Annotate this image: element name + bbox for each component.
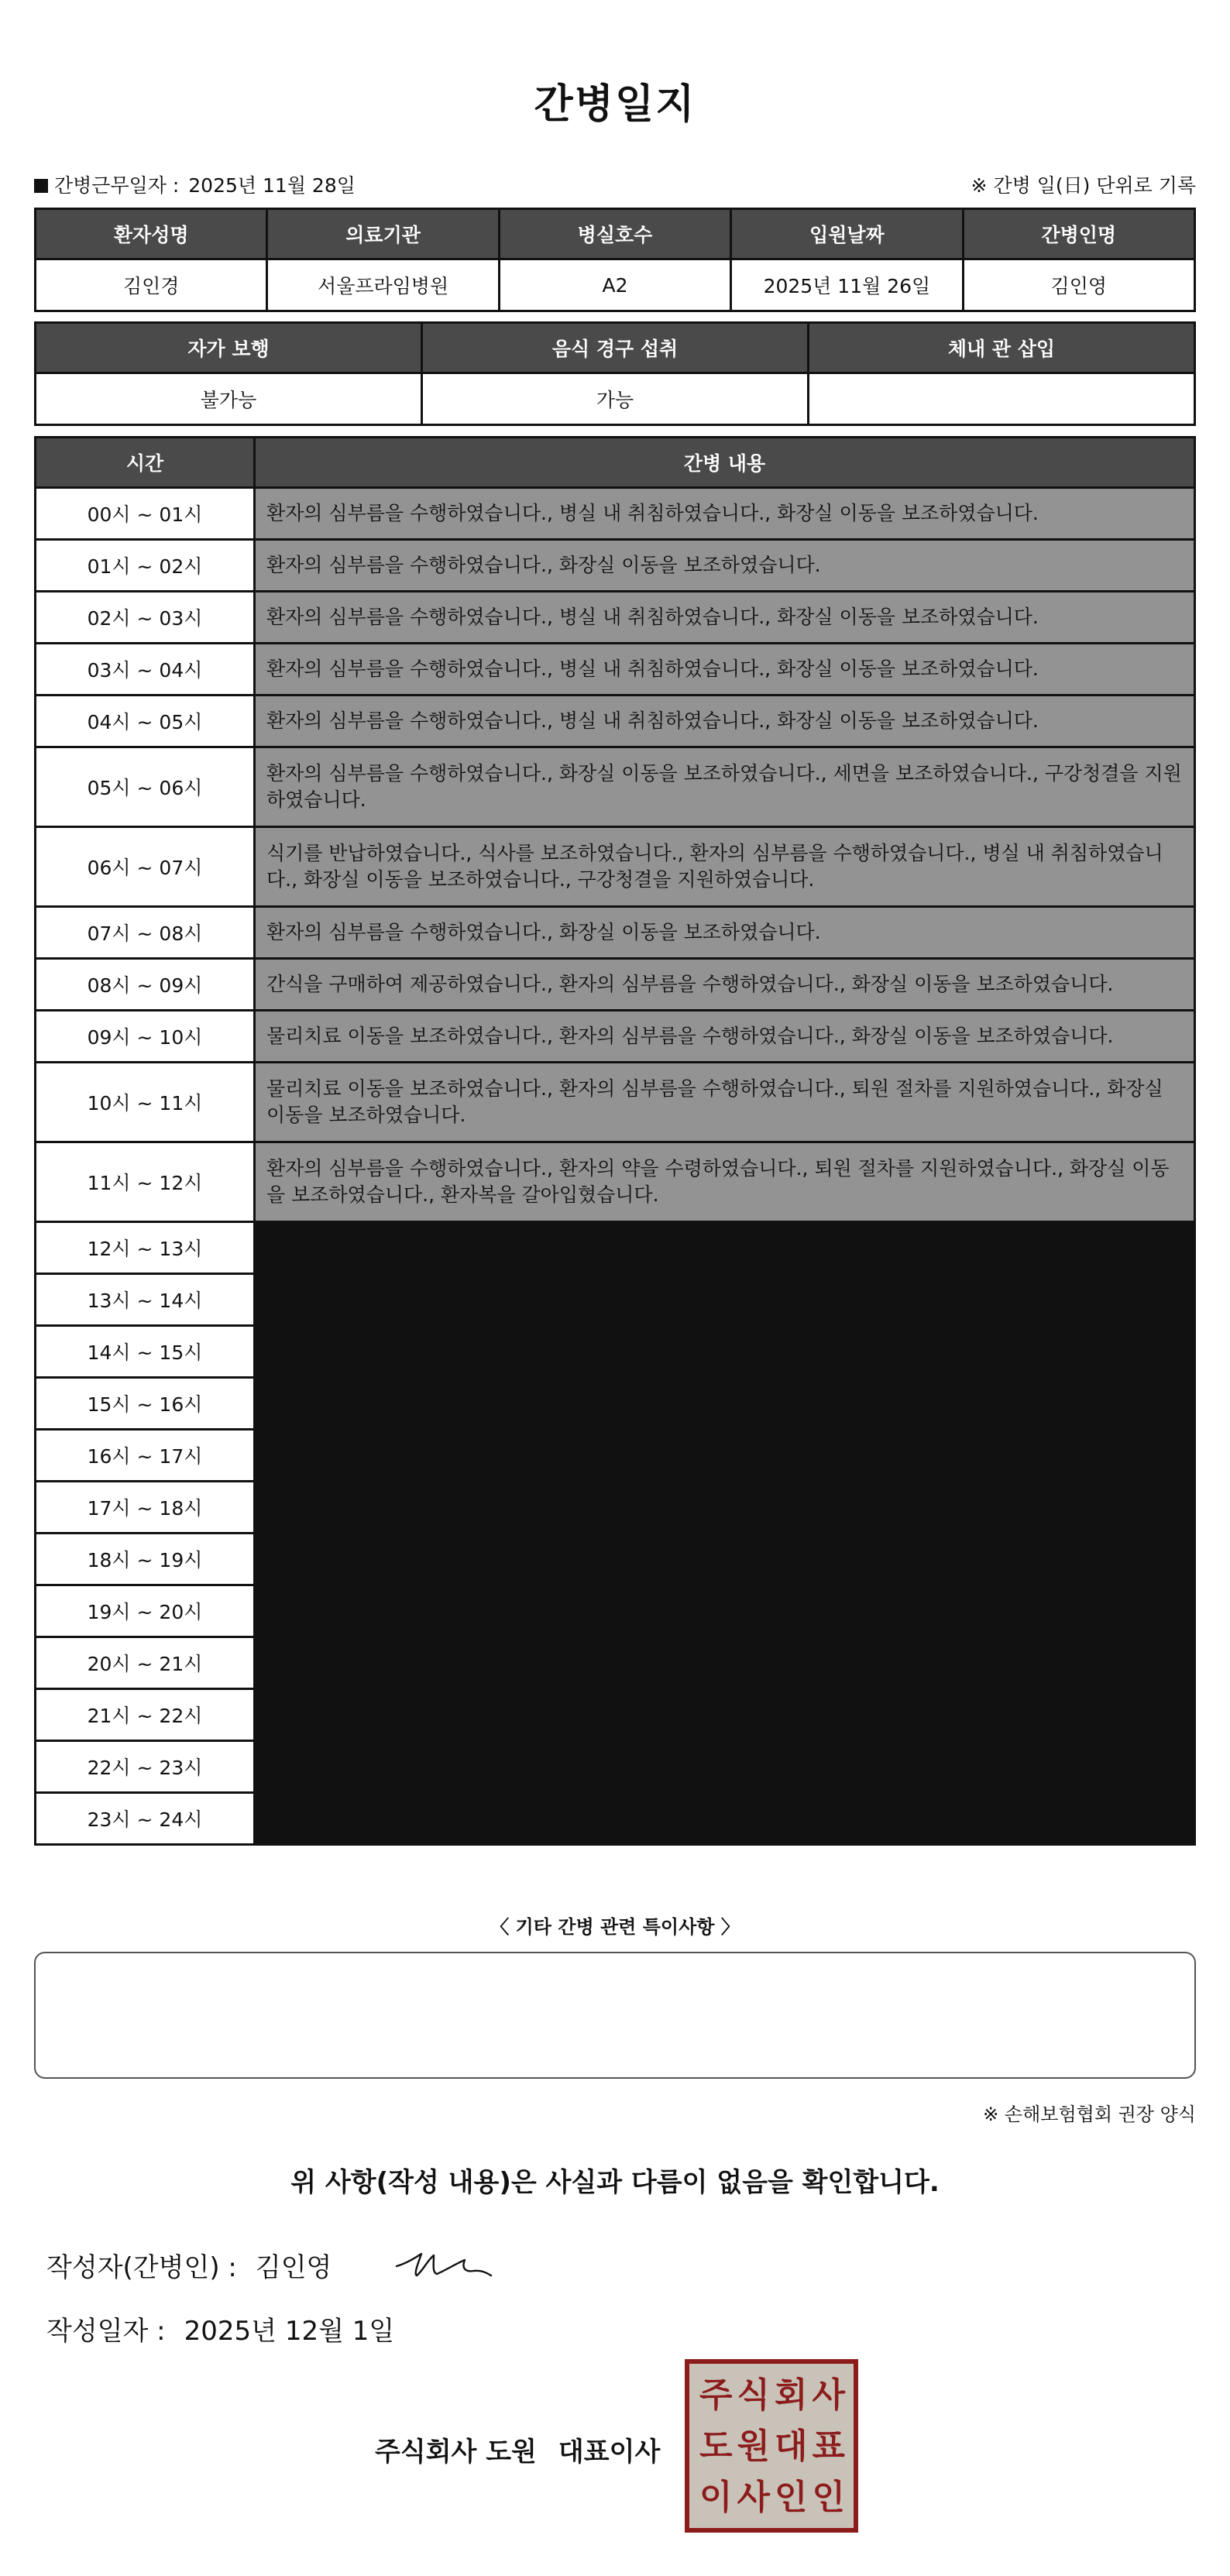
seal-character: 이 (699, 2478, 733, 2517)
page-title: 간병일지 (534, 81, 696, 128)
table-row (36, 1223, 1194, 1273)
care-content (256, 1482, 1194, 1532)
time-slot: 01시 ~ 02시 (36, 541, 253, 590)
table-row (36, 1275, 1194, 1324)
writer-name: 김인영 (255, 2252, 332, 2283)
seal-character: 주 (699, 2375, 733, 2415)
table-row (36, 1327, 1194, 1376)
time-slot: 14시 ~ 15시 (36, 1327, 253, 1376)
time-slot: 20시 ~ 21시 (36, 1638, 253, 1688)
table-row (36, 828, 1194, 905)
company-line (375, 2430, 660, 2468)
company-seal-stamp (685, 2359, 858, 2533)
time-slot: 04시 ~ 05시 (36, 696, 253, 746)
care-content (256, 1586, 1194, 1636)
seal-character: 인 (812, 2478, 845, 2517)
tube-insertion-value (809, 374, 1194, 424)
written-date-line (46, 2310, 394, 2348)
seal-character: 사 (812, 2375, 845, 2415)
time-slot: 08시 ~ 09시 (36, 960, 253, 1009)
room-number: A2 (500, 260, 730, 310)
care-content: 물리치료 이동을 보조하였습니다., 환자의 심부름을 수행하였습니다., 화장실 이동을 보조하였습니다. (256, 1012, 1194, 1061)
seal-character: 도 (699, 2427, 733, 2466)
table-row (36, 644, 1194, 694)
table-row (36, 748, 1194, 826)
patient-name: 김인경 (36, 260, 266, 310)
care-content: 환자의 심부름을 수행하였습니다., 병실 내 취침하였습니다., 화장실 이동을 보조하였습니다. (256, 644, 1194, 694)
care-content: 물리치료 이동을 보조하였습니다., 환자의 심부름을 수행하였습니다., 퇴원 절차를 지원하였습니다., 화장실 이동을 보조하였습니다. (256, 1063, 1194, 1141)
time-slot: 16시 ~ 17시 (36, 1431, 253, 1480)
table-row (36, 1742, 1194, 1791)
header-caregiver-name: 간병인명 (964, 210, 1194, 258)
seal-character: 대 (774, 2427, 808, 2466)
table-row (36, 1638, 1194, 1688)
care-content (256, 1794, 1194, 1843)
record-note: ※ 간병 일(日) 단위로 기록 (971, 174, 1196, 197)
patient-info-table (34, 208, 1196, 312)
written-date-value: 2025년 12월 1일 (184, 2316, 395, 2347)
table-row (36, 489, 1194, 538)
time-slot: 02시 ~ 03시 (36, 592, 253, 642)
time-slot: 00시 ~ 01시 (36, 489, 253, 538)
header-room: 병실호수 (500, 210, 730, 258)
hospital-name: 서울프라임병원 (268, 260, 497, 310)
header-admission-date: 입원날짜 (732, 210, 961, 258)
care-content: 식기를 반납하였습니다., 식사를 보조하였습니다., 환자의 심부름을 수행하였습니다., 병실 내 취침하였습니다., 화장실 이동을 보조하였습니다., 구강청결을 지원하였습니다. (256, 828, 1194, 905)
time-slot: 19시 ~ 20시 (36, 1586, 253, 1636)
time-slot: 21시 ~ 22시 (36, 1690, 253, 1740)
time-slot: 07시 ~ 08시 (36, 908, 253, 957)
remarks-box (34, 1952, 1196, 2079)
square-bullet-icon (34, 179, 48, 193)
care-content (256, 1379, 1194, 1428)
work-date-label: 간병근무일자 : (54, 174, 180, 197)
header-patient-name: 환자성명 (36, 210, 266, 258)
care-content (256, 1690, 1194, 1740)
care-content (256, 1742, 1194, 1791)
written-date-label: 작성일자 : (46, 2316, 166, 2347)
confirmation-statement: 위 사항(작성 내용)은 사실과 다름이 없음을 확인합니다. (290, 2167, 940, 2198)
table-row (36, 1690, 1194, 1740)
time-slot: 22시 ~ 23시 (36, 1742, 253, 1791)
care-content (256, 1275, 1194, 1324)
care-log-table (34, 436, 1196, 1846)
table-row (36, 908, 1194, 957)
table-row (36, 1431, 1194, 1480)
admission-date: 2025년 11월 26일 (732, 260, 961, 310)
care-content: 환자의 심부름을 수행하였습니다., 병실 내 취침하였습니다., 화장실 이동을 보조하였습니다. (256, 696, 1194, 746)
care-content: 간식을 구매하여 제공하였습니다., 환자의 심부름을 수행하였습니다., 화장실 이동을 보조하였습니다. (256, 960, 1194, 1009)
care-content (256, 1534, 1194, 1584)
table-row (36, 1794, 1194, 1843)
table-row (36, 1379, 1194, 1428)
remarks-title: 〈 기타 간병 관련 특이사항 〉 (490, 1916, 740, 1938)
care-content (256, 1431, 1194, 1480)
work-date-value: 2025년 11월 28일 (188, 174, 356, 197)
patient-status-table (34, 321, 1196, 426)
care-content: 환자의 심부름을 수행하였습니다., 환자의 약을 수령하였습니다., 퇴원 절차를 지원하였습니다., 화장실 이동을 보조하였습니다., 환자복을 갈아입혔습니다. (256, 1143, 1194, 1221)
table-row (36, 541, 1194, 590)
care-content (256, 1223, 1194, 1273)
table-row (36, 592, 1194, 642)
time-slot: 13시 ~ 14시 (36, 1275, 253, 1324)
self-walking-value: 불가능 (36, 374, 421, 424)
seal-character: 원 (737, 2427, 770, 2466)
time-slot: 09시 ~ 10시 (36, 1012, 253, 1061)
work-date (34, 170, 356, 198)
seal-character: 식 (737, 2375, 770, 2415)
association-note: ※ 손해보험협회 권장 양식 (983, 2104, 1196, 2125)
seal-character: 인 (774, 2478, 808, 2517)
company-name: 주식회사 도원 (375, 2437, 537, 2468)
header-care-content: 간병 내용 (256, 438, 1194, 486)
care-content: 환자의 심부름을 수행하였습니다., 화장실 이동을 보조하였습니다., 세면을 보조하였습니다., 구강청결을 지원하였습니다. (256, 748, 1194, 826)
header-time: 시간 (36, 438, 253, 486)
time-slot: 17시 ~ 18시 (36, 1482, 253, 1532)
table-row (36, 1534, 1194, 1584)
table-row (36, 696, 1194, 746)
care-content (256, 1327, 1194, 1376)
table-row (36, 960, 1194, 1009)
writer-label: 작성자(간병인) : (46, 2252, 237, 2283)
time-slot: 10시 ~ 11시 (36, 1063, 253, 1141)
seal-character: 사 (737, 2478, 770, 2517)
table-row (36, 1143, 1194, 1221)
header-oral-intake: 음식 경구 섭취 (423, 324, 807, 372)
oral-intake-value: 가능 (423, 374, 807, 424)
care-log-rows (36, 489, 1194, 1843)
table-row (36, 1482, 1194, 1532)
seal-character: 회 (774, 2375, 808, 2415)
table-row (36, 1063, 1194, 1141)
time-slot: 12시 ~ 13시 (36, 1223, 253, 1273)
header-tube-insertion: 체내 관 삽입 (809, 324, 1194, 372)
table-row (36, 1012, 1194, 1061)
care-content: 환자의 심부름을 수행하였습니다., 화장실 이동을 보조하였습니다. (256, 541, 1194, 590)
time-slot: 23시 ~ 24시 (36, 1794, 253, 1843)
seal-character: 표 (812, 2427, 845, 2466)
seal-characters (697, 2370, 847, 2523)
ceo-title: 대표이사 (558, 2437, 661, 2468)
time-slot: 06시 ~ 07시 (36, 828, 253, 905)
table-row (36, 1586, 1194, 1636)
handwritten-signature (390, 2240, 499, 2286)
time-slot: 15시 ~ 16시 (36, 1379, 253, 1428)
time-slot: 18시 ~ 19시 (36, 1534, 253, 1584)
care-content (256, 1638, 1194, 1688)
writer-line (46, 2246, 332, 2284)
header-self-walking: 자가 보행 (36, 324, 421, 372)
time-slot: 03시 ~ 04시 (36, 644, 253, 694)
care-content: 환자의 심부름을 수행하였습니다., 병실 내 취침하였습니다., 화장실 이동을 보조하였습니다. (256, 489, 1194, 538)
caregiver-name: 김인영 (964, 260, 1194, 310)
header-hospital: 의료기관 (268, 210, 497, 258)
time-slot: 11시 ~ 12시 (36, 1143, 253, 1221)
care-content: 환자의 심부름을 수행하였습니다., 화장실 이동을 보조하였습니다. (256, 908, 1194, 957)
time-slot: 05시 ~ 06시 (36, 748, 253, 826)
care-content: 환자의 심부름을 수행하였습니다., 병실 내 취침하였습니다., 화장실 이동을 보조하였습니다. (256, 592, 1194, 642)
